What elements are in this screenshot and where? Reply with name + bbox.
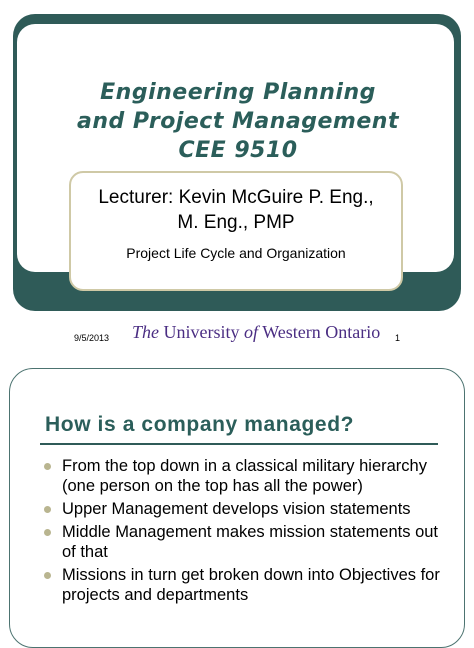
logo-university: University xyxy=(163,322,240,342)
lecturer-box xyxy=(69,171,403,291)
lecturer-line: Lecturer: Kevin McGuire P. Eng., xyxy=(98,187,374,208)
bullet-item xyxy=(40,522,440,562)
title-line: CEE 9510 xyxy=(178,138,298,163)
slide-1-title xyxy=(30,78,446,165)
bullet-item xyxy=(40,565,440,605)
lecturer-text xyxy=(71,185,401,235)
slide-subtitle: Project Life Cycle and Organization xyxy=(126,245,346,261)
slide-date: 9/5/2013 xyxy=(74,333,110,343)
bullet-item xyxy=(40,499,440,519)
bullet-text: Missions in turn get broken down into Objectives for projects and departments xyxy=(62,566,440,604)
heading-divider xyxy=(40,443,438,445)
title-line: and Project Management xyxy=(77,109,399,134)
lecturer-line: M. Eng., PMP xyxy=(177,212,295,233)
bullet-text: Upper Management develops vision statements xyxy=(62,500,411,518)
bullet-icon xyxy=(44,529,51,536)
bullet-text: From the top down in a classical military hierarchy (one person on the top has all the power) xyxy=(62,457,427,495)
title-line: Engineering Planning xyxy=(100,80,376,105)
bullet-text: Middle Management makes mission statements out of that xyxy=(62,523,439,561)
bullet-item xyxy=(40,456,440,496)
logo-name: Western Ontario xyxy=(262,322,381,342)
slide-2-heading: How is a company managed? xyxy=(45,413,355,436)
bullet-icon xyxy=(44,506,51,513)
logo-of: of xyxy=(244,322,259,342)
bullet-list xyxy=(40,456,440,608)
page-number: 1 xyxy=(395,333,401,343)
logo-the: The xyxy=(132,322,159,342)
university-logo xyxy=(132,322,380,343)
bullet-icon xyxy=(44,463,51,470)
bullet-icon xyxy=(44,572,51,579)
